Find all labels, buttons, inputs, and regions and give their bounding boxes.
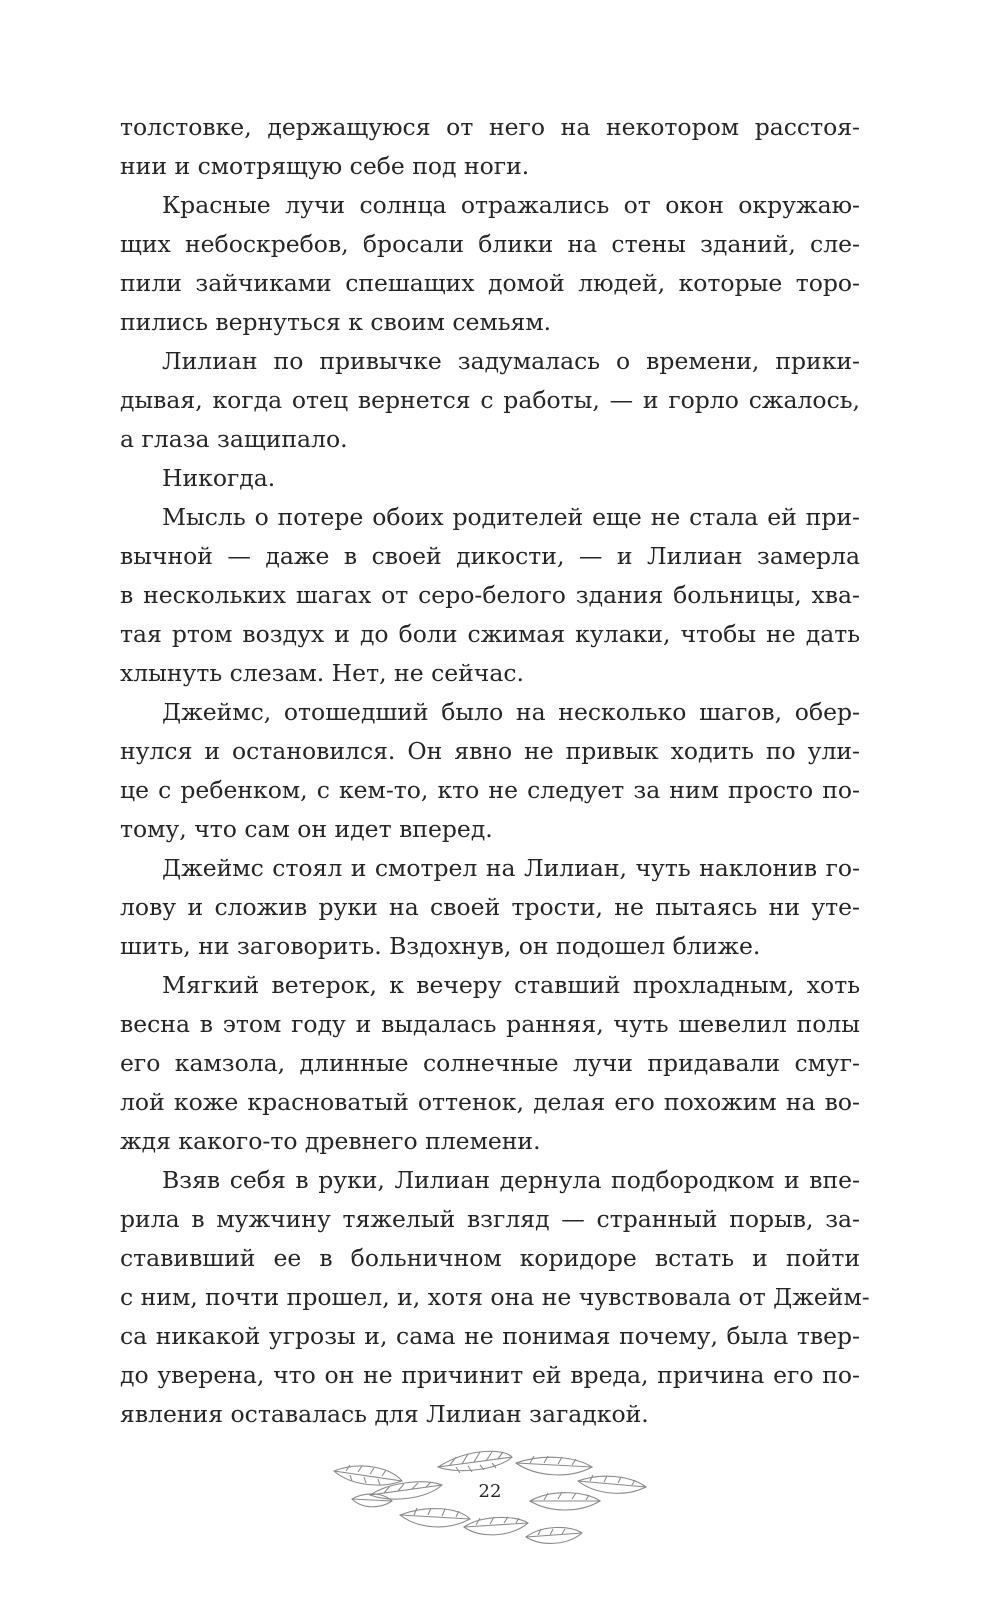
text-line: тому, что сам он идет вперед. [120, 815, 493, 843]
text-line: це с ребенком, с кем-то, кто не следует за ним просто по- [120, 776, 860, 804]
text-line: Джеймс, отошедший было на несколько шагов, обер- [162, 698, 860, 726]
text-line: нулся и остановился. Он явно не привык ходить по ули- [120, 737, 860, 765]
text-line: явления оставалась для Лилиан загадкой. [120, 1400, 649, 1428]
text-line: ждя какого-то древнего племени. [120, 1127, 541, 1155]
text-line: рила в мужчину тяжелый взгляд — странный порыв, за- [120, 1205, 860, 1233]
text-line: пились вернуться к своим семьям. [120, 308, 552, 336]
text-line: хлынуть слезам. Нет, не сейчас. [120, 659, 524, 687]
text-line: Мысль о потере обоих родителей еще не стала ей при- [162, 503, 860, 531]
text-line: са никакой угрозы и, сама не понимая почему, была твер- [120, 1322, 860, 1350]
text-line: лову и сложив руки на своей трости, не пытаясь ни уте- [120, 893, 860, 921]
text-line: Лилиан по привычке задумалась о времени, прики- [162, 347, 860, 375]
text-line: дывая, когда отец вернется с работы, — и горло сжалось, [120, 386, 860, 414]
text-line: весна в этом году и выдалась ранняя, чуть шевелил полы [120, 1010, 860, 1038]
text-line: Мягкий ветерок, к вечеру ставший прохладным, хоть [162, 971, 860, 999]
body-text [120, 108, 870, 1434]
page-number: 22 [478, 1481, 502, 1502]
text-line: щих небоскребов, бросали блики на стены зданий, сле- [120, 230, 860, 258]
text-line: Джеймс стоял и смотрел на Лилиан, чуть наклонив го- [162, 854, 860, 882]
text-line: Взяв себя в руки, Лилиан дернула подбородком и впе- [162, 1166, 860, 1194]
text-line: Никогда. [162, 464, 276, 492]
text-line: нии и смотрящую себе под ноги. [120, 152, 530, 180]
text-line: пили зайчиками спешащих домой людей, которые торо- [120, 269, 860, 297]
text-line: толстовке, держащуюся от него на некотором расстоя- [120, 113, 860, 141]
text-line: тая ртом воздух и до боли сжимая кулаки, чтобы не дать [120, 620, 860, 648]
text-line: Красные лучи солнца отражались от окон окружаю- [162, 191, 860, 219]
text-line: в нескольких шагах от серо-белого здания больницы, хва- [120, 581, 860, 609]
text-line: его камзола, длинные солнечные лучи придавали смуг- [120, 1049, 860, 1077]
text-line: вычной — даже в своей дикости, — и Лилиан замерла [120, 542, 860, 570]
text-line: до уверена, что он не причинит ей вреда, причина его по- [120, 1361, 860, 1389]
text-line: а глаза защипало. [120, 425, 348, 453]
text-line: ставивший ее в больничном коридоре встать и пойти [120, 1244, 860, 1272]
text-line: лой коже красноватый оттенок, делая его похожим на во- [120, 1088, 860, 1116]
text-line: шить, ни заговорить. Вздохнув, он подошел ближе. [120, 932, 761, 960]
text-line: с ним, почти прошел, и, хотя она не чувствовала от Джейм- [120, 1283, 870, 1311]
page-footer [330, 1445, 650, 1555]
